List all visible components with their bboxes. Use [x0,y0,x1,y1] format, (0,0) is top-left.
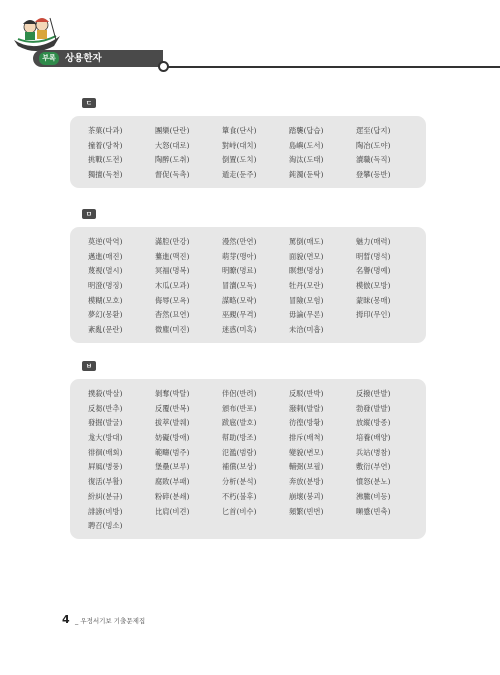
word-entry: 模糊(모호) [88,295,123,305]
word-entry: 幇助(방조) [222,433,257,443]
word-entry: 陶醉(도취) [155,155,190,165]
header-dot-icon [158,61,169,72]
word-entry: 堡壘(보루) [155,462,190,472]
word-entry: 拇印(무인) [356,310,391,320]
word-entry: 氾濫(범람) [222,447,257,457]
word-entry: 培養(배양) [356,433,391,443]
word-entry: 挑戰(도전) [88,155,123,165]
word-entry: 漫然(만연) [222,237,257,246]
word-entry: 茶菓(다과) [88,126,123,135]
word-entry: 魅力(매력) [356,237,391,246]
word-entry: 頻繁(빈번) [289,506,324,516]
word-entry: 未洽(미흡) [289,325,324,335]
word-entry: 驀進(맥진) [155,251,190,261]
word-entry: 尨大(방대) [88,433,123,443]
word-entry: 頒布(반포) [222,403,257,413]
word-entry: 遝至(답지) [356,126,391,135]
word-entry: 莫逆(막역) [88,237,123,246]
section-label-m: ㅁ [82,209,96,219]
word-entry: 排斥(배척) [289,433,324,443]
word-entry: 妨礙(방애) [155,433,190,443]
section-box-b [70,379,426,539]
word-entry: 淘汰(도태) [289,155,324,165]
word-entry: 陶冶(도야) [356,140,391,150]
word-entry: 巫覡(무격) [222,310,257,320]
appendix-badge: 부록 [39,52,59,65]
word-entry: 嚬蹙(빈축) [356,506,391,516]
word-entry: 剝奪(박탈) [155,389,190,398]
word-entry: 迷惑(미혹) [222,325,257,335]
word-entry: 杳然(묘연) [155,310,190,320]
word-entry: 反芻(반추) [88,403,123,413]
word-entry: 模倣(모방) [356,281,391,291]
word-entry: 瀆職(독직) [356,155,391,165]
word-grid-m [88,235,423,338]
word-entry: 彷徨(방황) [289,418,324,428]
page-number: 4 [62,613,70,626]
word-entry: 萌芽(맹아) [222,251,257,261]
word-entry: 比肩(비견) [155,506,190,516]
word-entry: 紊亂(문란) [88,325,123,335]
word-entry: 遁走(둔주) [222,170,257,180]
word-entry: 督促(독촉) [155,170,190,180]
word-entry: 謀略(모략) [222,295,257,305]
word-entry: 沸騰(비등) [356,491,391,501]
section-box-d [70,116,426,188]
page-header [0,0,500,80]
word-entry: 夢幻(몽환) [88,310,123,320]
word-entry: 冒瀆(모독) [222,281,257,291]
word-entry: 面貌(면모) [289,251,324,261]
word-entry: 潑剌(발랄) [289,403,324,413]
word-entry: 明澄(명징) [88,281,123,291]
word-entry: 滿腔(만강) [155,237,190,246]
section-label-d: ㄷ [82,98,96,108]
word-entry: 紛糾(분규) [88,491,123,501]
word-entry: 聘召(빙소) [88,521,123,531]
word-entry: 踏襲(답습) [289,126,324,135]
word-entry: 蒙昧(몽매) [356,295,391,305]
word-entry: 明瞭(명료) [222,266,257,276]
word-entry: 輔弼(보필) [289,462,324,472]
word-entry: 邁進(매진) [88,251,123,261]
word-entry: 變貌(변모) [289,447,324,457]
word-grid-d [88,124,423,183]
word-entry: 憤怒(분노) [356,477,391,487]
word-entry: 對峙(대치) [222,140,257,150]
word-entry: 反覆(반복) [155,403,190,413]
word-entry: 崩壞(붕괴) [289,491,324,501]
word-entry: 發掘(발굴) [88,418,123,428]
word-entry: 名譽(명예) [356,266,391,276]
word-entry: 大怒(대로) [155,140,190,150]
word-entry: 奔放(분방) [289,477,324,487]
word-entry: 侮辱(모욕) [155,295,190,305]
book-title: _ 우정서기보 기출문제집 [75,617,146,625]
word-entry: 登攀(등반) [356,170,391,180]
word-entry: 敷衍(부연) [356,462,391,472]
word-entry: 瞑想(명상) [289,266,324,276]
word-entry: 兵站(병참) [356,447,391,457]
word-entry: 跋扈(발호) [222,418,257,428]
word-entry: 倒置(도치) [222,155,257,165]
word-entry: 撞着(당착) [88,140,123,150]
word-entry: 團欒(단란) [155,126,190,135]
word-entry: 牡丹(모란) [289,281,324,291]
word-entry: 勃發(발발) [356,403,391,413]
word-entry: 反撥(반발) [356,389,391,398]
word-entry: 放縱(방종) [356,418,391,428]
word-entry: 徘徊(배회) [88,447,123,457]
word-entry: 誹謗(비방) [88,506,123,516]
word-entry: 分析(분석) [222,477,257,487]
word-entry: 範疇(범주) [155,447,190,457]
word-entry: 鈍濁(둔탁) [289,170,324,180]
page-title: 상용한자 [65,53,102,64]
word-entry: 反駁(반박) [289,389,324,398]
word-entry: 毋論(무론) [289,310,324,320]
word-entry: 冒險(모험) [289,295,324,305]
word-entry: 復活(부활) [88,477,123,487]
section-label-b: ㅂ [82,361,96,371]
word-entry: 簞食(단사) [222,126,257,135]
word-grid-b [88,387,423,534]
word-entry: 腐敗(부패) [155,477,190,487]
word-entry: 屛風(병풍) [88,462,123,472]
word-entry: 不朽(불후) [222,491,257,501]
word-entry: 拔萃(발췌) [155,418,190,428]
word-entry: 蔑視(멸시) [88,266,123,276]
word-entry: 伴侶(반려) [222,389,257,398]
word-entry: 冥福(명복) [155,266,190,276]
word-entry: 微塵(미진) [155,325,190,335]
word-entry: 獨擅(독천) [88,170,123,180]
word-entry: 明晳(명석) [356,251,391,261]
word-entry: 木瓜(모과) [155,281,190,291]
word-entry: 補償(보상) [222,462,257,472]
word-entry: 粉碎(분쇄) [155,491,190,501]
word-entry: 匕首(비수) [222,506,257,516]
header-rule [160,66,500,68]
word-entry: 撲殺(박살) [88,389,123,398]
section-box-m [70,227,426,343]
word-entry: 罵倒(매도) [289,237,324,246]
word-entry: 島嶼(도서) [289,140,324,150]
